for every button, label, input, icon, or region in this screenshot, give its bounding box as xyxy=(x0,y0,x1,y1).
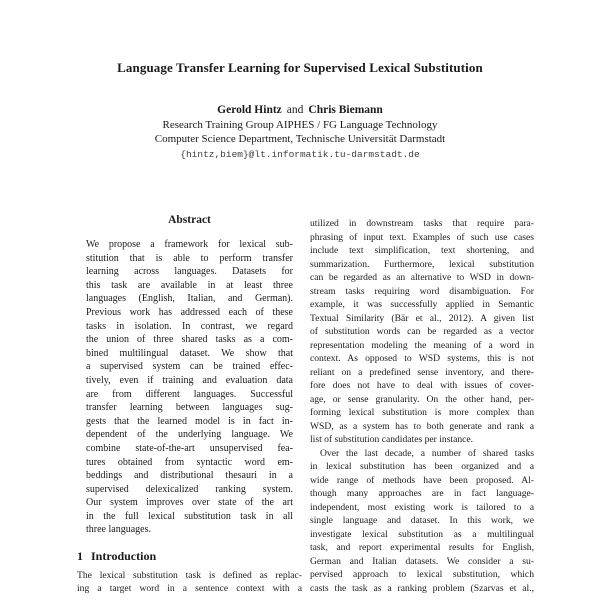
author-name-2: Chris Biemann xyxy=(308,104,383,116)
text-line: context. As opposed to WSD systems, this is not xyxy=(310,353,534,364)
text-line: pervised approach to lexical substitution, which xyxy=(310,569,534,580)
abstract-body xyxy=(86,238,293,537)
abstract-heading: Abstract xyxy=(168,214,211,226)
paper-title: Language Transfer Learning for Supervised Lexical Substitution xyxy=(117,60,483,75)
author-email: {hintz,biem}@lt.informatik.tu-darmstadt.de xyxy=(180,149,420,160)
text-line: tasks in isolation. In contrast, we regard xyxy=(86,320,293,332)
text-line: can be regarded as an alternative to WSD in down- xyxy=(310,272,534,283)
text-line: in the full lexical substitution task in all xyxy=(86,510,293,522)
right-column-paragraph-2 xyxy=(310,447,534,596)
text-line: dependent of the underlying language. We xyxy=(86,429,293,441)
text-line: tively, even if training and evaluation data xyxy=(86,374,293,386)
text-line: Over the last decade, a number of shared tasks xyxy=(320,447,534,459)
right-column-paragraph-1 xyxy=(310,217,534,447)
affiliation-line-1: Research Training Group AIPHES / FG Language Technology xyxy=(162,119,438,131)
text-line: this task are available in at least three xyxy=(86,279,293,291)
text-line: include text simplification, text shortening, and xyxy=(310,245,534,256)
text-line: fore does not have to deal with issues of cover- xyxy=(310,380,534,391)
text-line: stream tasks requiring word disambiguation. For xyxy=(310,285,534,297)
text-line: The lexical substitution task is defined as replac- xyxy=(77,570,302,581)
section-number: 1 xyxy=(77,549,83,563)
text-line: are from different languages. Successful xyxy=(86,388,293,400)
text-line: ing a target word in a sentence context with a xyxy=(77,583,302,595)
text-line: representation modeling the meaning of a word in xyxy=(310,339,534,351)
text-line: reliant on a predefined sense inventory, and there- xyxy=(310,366,534,378)
text-line: three languages. xyxy=(86,524,151,536)
text-line: of substitution words can be regarded as a vector xyxy=(310,326,534,337)
text-line: bined multilingual dataset. We show that xyxy=(86,347,293,359)
text-line: Textual Similarity (Bär et al., 2012). A given list xyxy=(310,312,534,324)
text-line: casts the task as a ranking problem (Szarvas et al., xyxy=(310,582,534,594)
text-line: single language and dataset. In this work, we xyxy=(310,515,534,526)
text-line: a supervised system can be trained effec- xyxy=(86,361,293,373)
text-line: task, and report experimental results for English, xyxy=(310,542,534,553)
text-line: forming lexical substitution is more complex than xyxy=(310,407,534,418)
text-line: the union of three shared tasks as a com- xyxy=(86,334,293,346)
text-line: transfer learning between languages sug- xyxy=(86,402,293,414)
text-line: investigate lexical substitution as a multilingual xyxy=(310,528,534,540)
text-line: wide range of methods have been proposed. Al- xyxy=(310,474,534,486)
text-line: We propose a framework for lexical sub- xyxy=(86,239,293,250)
text-line: utilized in downstream tasks that require para- xyxy=(310,218,534,229)
text-line: Previous work has addressed each of these xyxy=(86,306,293,318)
text-line: learning across languages. Datasets for xyxy=(86,266,293,278)
authors-line xyxy=(0,104,600,116)
text-line: in lexical substitution has been organized and a xyxy=(310,461,534,472)
author-name-1: Gerold Hintz xyxy=(217,104,282,116)
text-line: languages (English, Italian, and German). xyxy=(86,293,293,305)
text-line: combine state-of-the-art unsupervised fea- xyxy=(86,442,293,454)
affiliation-line-2: Computer Science Department, Technische Universität Darmstadt xyxy=(154,133,446,145)
text-line: independent, most existing work is tailored to a xyxy=(310,501,534,513)
text-line: German and Italian datasets. We consider a su- xyxy=(310,555,534,567)
text-line: gests that the learned model is in fact in- xyxy=(86,415,293,427)
text-line: age, or sense granularity. On the other hand, per- xyxy=(310,393,534,405)
text-line: summarization. Furthermore, lexical substitution xyxy=(310,258,534,270)
text-line: example, it was successfully applied in Semantic xyxy=(310,299,534,310)
section-1-heading xyxy=(77,549,303,564)
section-title: Introduction xyxy=(91,549,157,563)
text-line: phrasing of input text. Examples of such use cases xyxy=(310,231,534,243)
author-joiner: and xyxy=(286,104,304,116)
text-line: supervised delexicalized ranking system. xyxy=(86,483,293,495)
text-line: though many approaches are in fact language- xyxy=(310,488,534,499)
text-line: Our system improves over state of the art xyxy=(86,497,293,509)
introduction-paragraph-left xyxy=(77,569,302,596)
text-line: stitution that is able to perform transfer xyxy=(86,252,293,264)
text-line: beddings and distributional thesauri in a xyxy=(86,470,293,482)
text-line: list of substitution candidates per instance. xyxy=(310,434,474,445)
right-column xyxy=(310,217,534,595)
text-line: tures obtained from syntactic word em- xyxy=(86,456,293,468)
text-line: WSD, as a system has to both generate and rank a xyxy=(310,420,534,432)
